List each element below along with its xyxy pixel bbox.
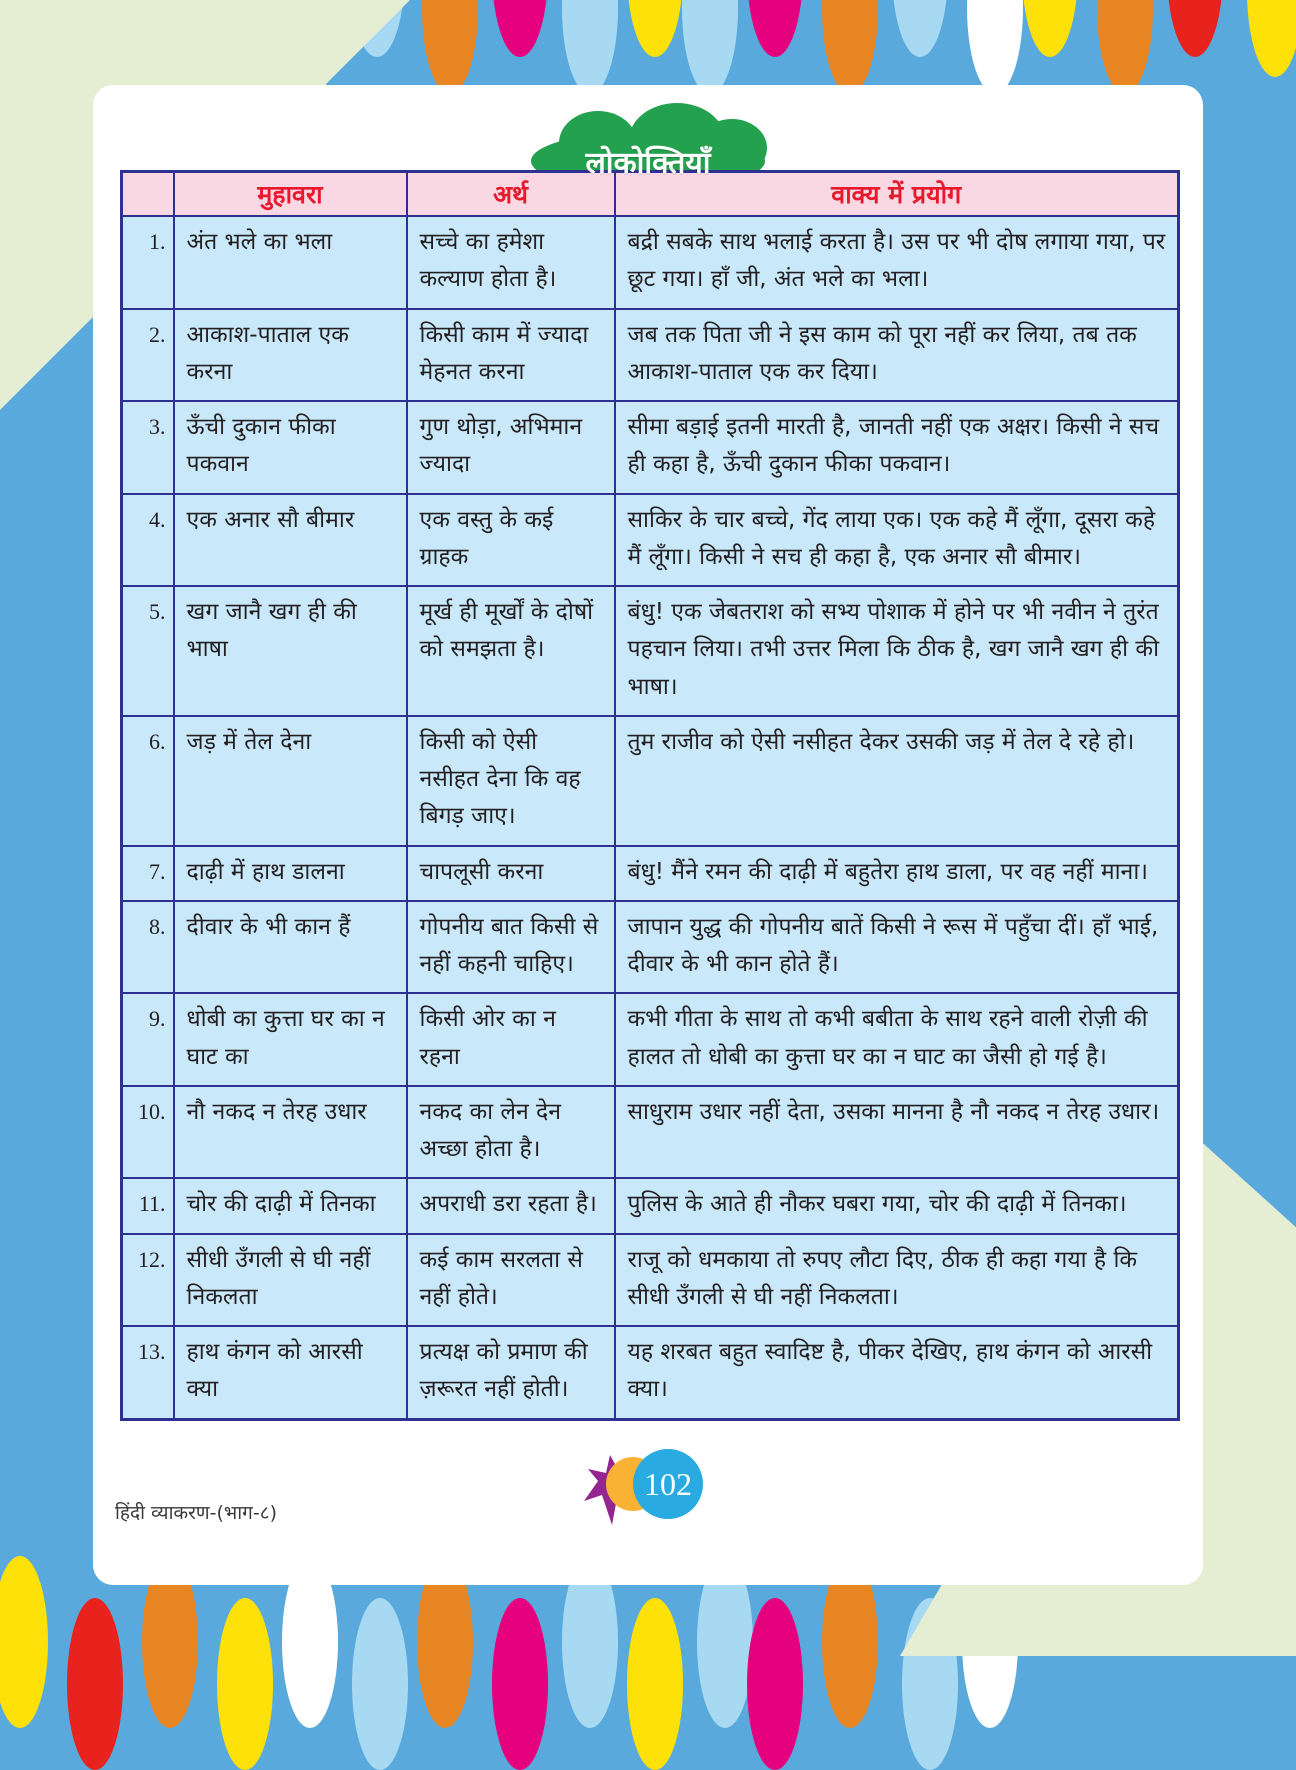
decor-dot	[747, 1598, 803, 1770]
decor-dot	[562, 0, 618, 94]
muhavara-cell: अंत भले का भला	[174, 216, 407, 309]
title-cloud	[531, 131, 765, 191]
arth-cell: किसी ओर का न रहना	[407, 993, 615, 1086]
col-header-muhavara: मुहावरा	[174, 172, 407, 217]
arth-cell: अपराधी डरा रहता है।	[407, 1178, 615, 1233]
decor-dot	[627, 0, 683, 57]
arth-cell: कई काम सरलता से नहीं होते।	[407, 1234, 615, 1327]
table-row	[122, 309, 1179, 402]
col-header-number	[122, 172, 174, 217]
page-number: 102	[644, 1465, 692, 1502]
muhavara-cell: जड़ में तेल देना	[174, 716, 407, 846]
row-number: 2.	[122, 309, 174, 402]
arth-cell: किसी काम में ज्यादा मेहनत करना	[407, 309, 615, 402]
arth-cell: गोपनीय बात किसी से नहीं कहनी चाहिए।	[407, 901, 615, 994]
decor-dot	[822, 0, 878, 94]
row-number: 6.	[122, 716, 174, 846]
arth-cell: प्रत्यक्ष को प्रमाण की ज़रूरत नहीं होती।	[407, 1326, 615, 1419]
muhavara-cell: खग जानै खग ही की भाषा	[174, 586, 407, 716]
prayog-cell: तुम राजीव को ऐसी नसीहत देकर उसकी जड़ में तेल दे रहे हो।	[615, 716, 1179, 846]
decor-dot	[217, 1598, 273, 1770]
row-number: 7.	[122, 846, 174, 901]
table-row	[122, 1234, 1179, 1327]
decor-dot	[1247, 0, 1296, 77]
table-row	[122, 901, 1179, 994]
arth-cell: एक वस्तु के कई ग्राहक	[407, 494, 615, 587]
muhavara-cell: ऊँची दुकान फीका पकवान	[174, 401, 407, 494]
col-header-arth: अर्थ	[407, 172, 615, 217]
table-row	[122, 586, 1179, 716]
decor-dot	[352, 1598, 408, 1770]
row-number: 4.	[122, 494, 174, 587]
table-row	[122, 494, 1179, 587]
row-number: 10.	[122, 1086, 174, 1179]
decor-dot	[492, 1598, 548, 1770]
row-number: 5.	[122, 586, 174, 716]
decor-dot	[627, 1598, 683, 1770]
prayog-cell: राजू को धमकाया तो रुपए लौटा दिए, ठीक ही कहा गया है कि सीधी उँगली से घी नहीं निकलता।	[615, 1234, 1179, 1327]
row-number: 1.	[122, 216, 174, 309]
prayog-cell: साकिर के चार बच्चे, गेंद लाया एक। एक कहे मैं लूँगा, दूसरा कहे मैं लूँगा। किसी ने सच ही कहा है, एक अनार सौ बीमार।	[615, 494, 1179, 587]
prayog-cell: सीमा बड़ाई इतनी मारती है, जानती नहीं एक अक्षर। किसी ने सच ही कहा है, ऊँची दुकान फीका पकवान।	[615, 401, 1179, 494]
decor-dot	[747, 0, 803, 57]
arth-cell: गुण थोड़ा, अभिमान ज्यादा	[407, 401, 615, 494]
muhavara-cell: दीवार के भी कान हैं	[174, 901, 407, 994]
decor-dot	[892, 0, 948, 57]
row-number: 3.	[122, 401, 174, 494]
decor-dot	[67, 1598, 123, 1770]
table-row	[122, 401, 1179, 494]
table-row	[122, 993, 1179, 1086]
table-row	[122, 1326, 1179, 1419]
page-title: लोकोक्तियाँ	[585, 145, 711, 181]
decor-dot	[682, 0, 738, 94]
table-body	[122, 216, 1179, 1419]
muhavara-cell: धोबी का कुत्ता घर का न घाट का	[174, 993, 407, 1086]
muhavara-cell: आकाश-पाताल एक करना	[174, 309, 407, 402]
prayog-cell: पुलिस के आते ही नौकर घबरा गया, चोर की दाढ़ी में तिनका।	[615, 1178, 1179, 1233]
prayog-cell: बंधु! एक जेबतराश को सभ्य पोशाक में होने पर भी नवीन ने तुरंत पहचान लिया। तभी उत्तर मिला कि ठीक है, खग जानै खग ही की भाषा।	[615, 586, 1179, 716]
row-number: 9.	[122, 993, 174, 1086]
decor-dot	[1167, 0, 1223, 57]
prayog-cell: यह शरबत बहुत स्वादिष्ट है, पीकर देखिए, हाथ कंगन को आरसी क्या।	[615, 1326, 1179, 1419]
muhavara-cell: नौ नकद न तेरह उधार	[174, 1086, 407, 1179]
row-number: 12.	[122, 1234, 174, 1327]
decor-dot	[1097, 0, 1153, 94]
row-number: 8.	[122, 901, 174, 994]
muhavara-cell: एक अनार सौ बीमार	[174, 494, 407, 587]
prayog-cell: साधुराम उधार नहीं देता, उसका मानना है नौ नकद न तेरह उधार।	[615, 1086, 1179, 1179]
book-title-footer: हिंदी व्याकरण-(भाग-८)	[115, 1502, 277, 1524]
arth-cell: नकद का लेन देन अच्छा होता है।	[407, 1086, 615, 1179]
table-row	[122, 716, 1179, 846]
decor-dot	[492, 0, 548, 57]
prayog-cell: जब तक पिता जी ने इस काम को पूरा नहीं कर लिया, तब तक आकाश-पाताल एक कर दिया।	[615, 309, 1179, 402]
muhavara-cell: सीधी उँगली से घी नहीं निकलता	[174, 1234, 407, 1327]
content-page	[93, 85, 1203, 1585]
row-number: 11.	[122, 1178, 174, 1233]
decor-dot	[967, 0, 1023, 94]
decor-dot	[1022, 0, 1078, 57]
table-row	[122, 1086, 1179, 1179]
decor-dot	[422, 0, 478, 94]
prayog-cell: कभी गीता के साथ तो कभी बबीता के साथ रहने वाली रोज़ी की हालत तो धोबी का कुत्ता घर का न घाट का जैसी हो गई है।	[615, 993, 1179, 1086]
muhavara-cell: दाढ़ी में हाथ डालना	[174, 846, 407, 901]
table-row	[122, 216, 1179, 309]
prayog-cell: बद्री सबके साथ भलाई करता है। उस पर भी दोष लगाया गया, पर छूट गया। हाँ जी, अंत भले का भला।	[615, 216, 1179, 309]
proverbs-table	[120, 170, 1180, 1421]
muhavara-cell: हाथ कंगन को आरसी क्या	[174, 1326, 407, 1419]
arth-cell: सच्चे का हमेशा कल्याण होता है।	[407, 216, 615, 309]
badge-blue-circle	[633, 1449, 703, 1519]
table-row	[122, 1178, 1179, 1233]
muhavara-cell: चोर की दाढ़ी में तिनका	[174, 1178, 407, 1233]
page-number-badge	[580, 1411, 720, 1541]
prayog-cell: जापान युद्ध की गोपनीय बातें किसी ने रूस में पहुँचा दीं। हाँ भाई, दीवार के भी कान होते हैं।	[615, 901, 1179, 994]
decor-dot	[0, 1556, 48, 1728]
prayog-cell: बंधु! मैंने रमन की दाढ़ी में बहुतेरा हाथ डाला, पर वह नहीं माना।	[615, 846, 1179, 901]
arth-cell: किसी को ऐसी नसीहत देना कि वह बिगड़ जाए।	[407, 716, 615, 846]
arth-cell: मूर्ख ही मूर्खों के दोषों को समझता है।	[407, 586, 615, 716]
row-number: 13.	[122, 1326, 174, 1419]
table-row	[122, 846, 1179, 901]
arth-cell: चापलूसी करना	[407, 846, 615, 901]
col-header-prayog: वाक्य में प्रयोग	[615, 172, 1179, 217]
